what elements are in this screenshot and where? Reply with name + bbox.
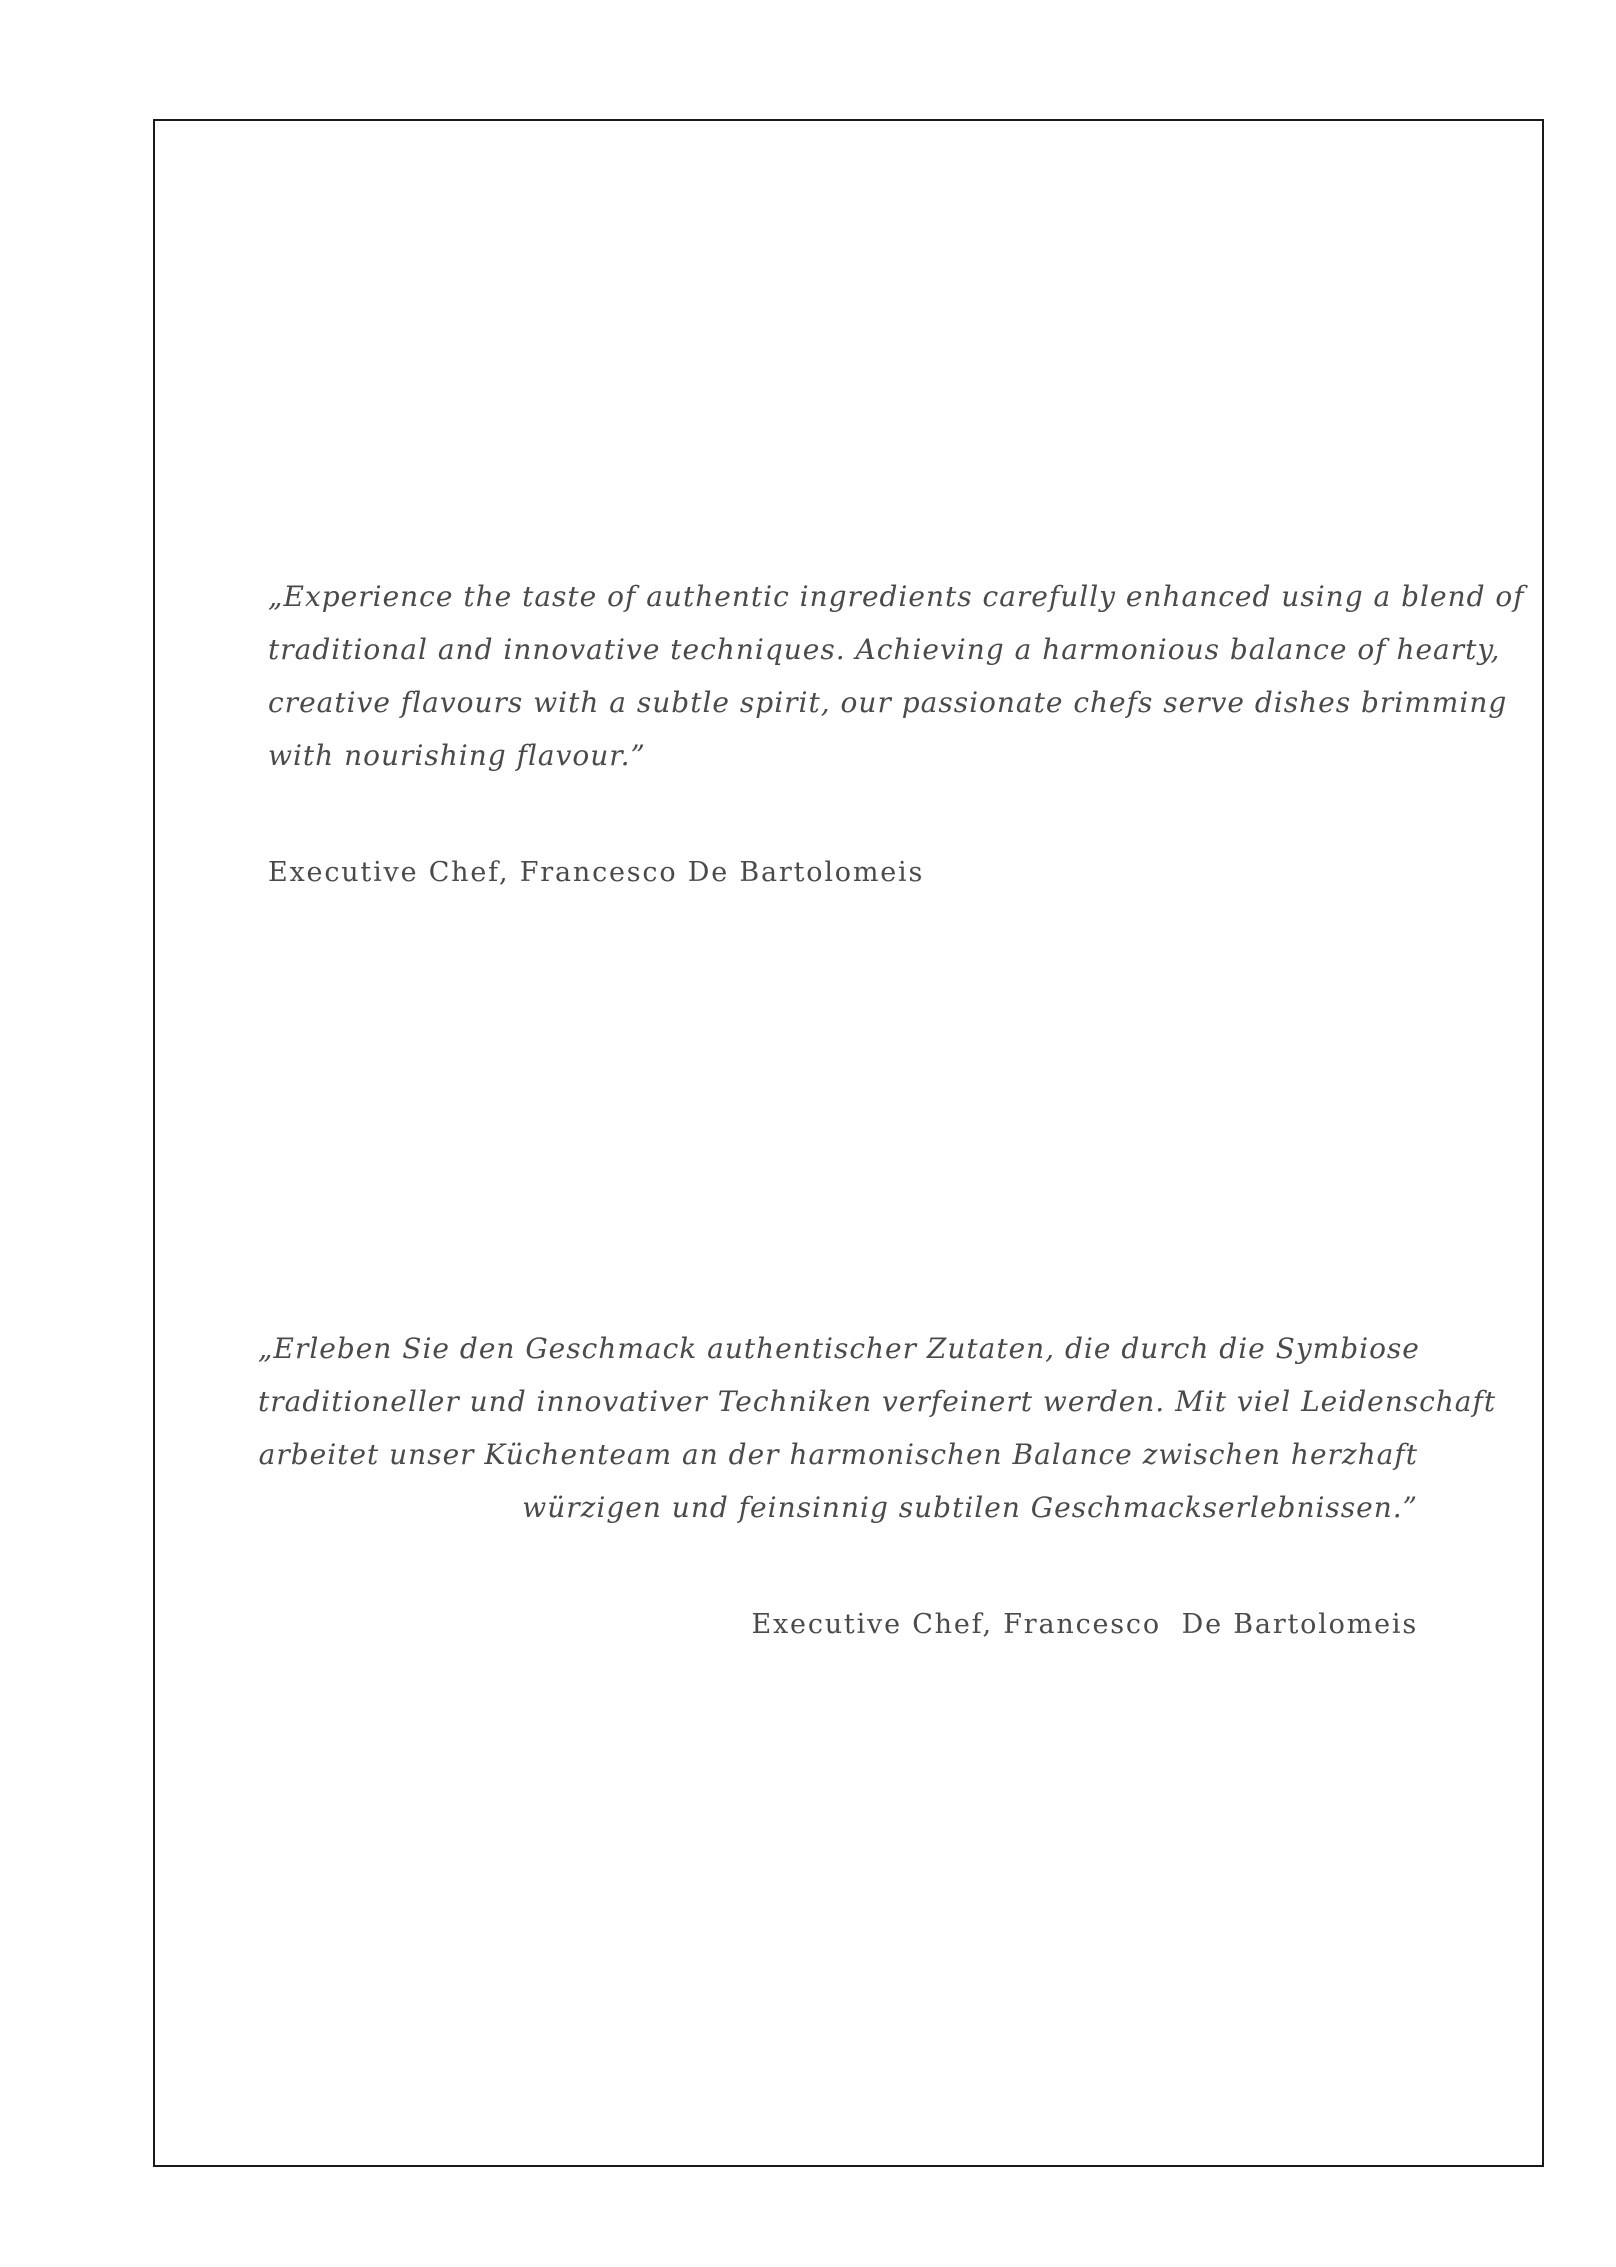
- english-quote: [268, 570, 1525, 782]
- german-quote-line: „Erleben Sie den Geschmack authentischer Zutaten, die durch die Symbiose: [258, 1332, 1420, 1365]
- german-quote: [258, 1322, 1497, 1534]
- english-quote-line: creative flavours with a subtle spirit, our passionate chefs serve dishes brimming: [268, 686, 1508, 719]
- english-quote-line: traditional and innovative techniques. Achieving a harmonious balance of hearty,: [268, 633, 1501, 666]
- english-quote-line: with nourishing flavour.”: [268, 739, 646, 772]
- page-border-frame: [153, 119, 1544, 2167]
- german-quote-line: arbeitet unser Küchenteam an der harmonischen Balance zwischen herzhaft: [258, 1438, 1418, 1471]
- german-quote-line: würzigen und feinsinnig subtilen Geschmackserlebnissen.”: [522, 1491, 1418, 1524]
- german-quote-line: traditioneller und innovativer Techniken verfeinert werden. Mit viel Leidenschaft: [258, 1385, 1497, 1418]
- german-attribution: Executive Chef, Francesco De Bartolomeis: [751, 1609, 1418, 1640]
- english-attribution: Executive Chef, Francesco De Bartolomeis: [268, 857, 925, 888]
- english-quote-line: „Experience the taste of authentic ingredients carefully enhanced using a blend of: [268, 580, 1525, 613]
